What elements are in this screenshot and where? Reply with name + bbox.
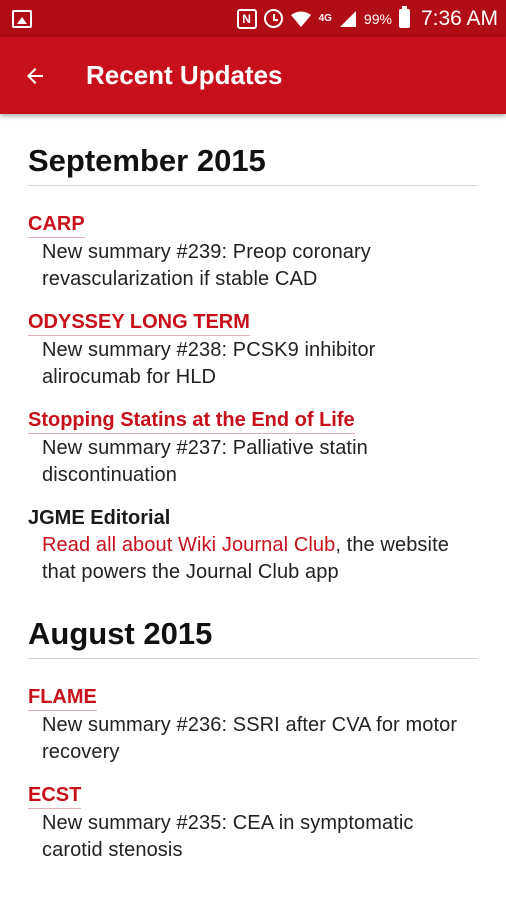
trial-link-flame[interactable]: FLAME [28,686,97,711]
entry-description: New summary #236: SSRI after CVA for motor recovery [42,714,458,763]
list-item-editorial [28,507,478,586]
battery-icon [399,9,410,28]
gallery-notification-icon [12,10,32,28]
wiki-journal-club-link[interactable]: Read all about Wiki Journal Club [42,534,336,556]
list-item [28,213,478,293]
month-section-august-2015 [28,616,478,864]
entry-description: New summary #235: CEA in symptomatic carotid stenosis [42,812,414,861]
editorial-title: JGME Editorial [28,507,171,529]
back-button[interactable] [0,37,70,114]
arrow-left-icon [23,64,47,88]
updates-list [0,114,506,882]
month-heading: August 2015 [28,616,478,659]
list-item [28,409,478,489]
alarm-icon [264,9,283,28]
entry-description: New summary #238: PCSK9 inhibitor alirocumab for HLD [42,339,376,388]
list-item [28,784,478,864]
page-title: Recent Updates [86,60,283,90]
network-type-label: 4G [318,12,332,24]
entry-description: New summary #237: Palliative statin discontinuation [42,437,368,486]
status-time: 7:36 AM [420,6,498,30]
list-item [28,686,478,766]
entry-description [28,532,478,586]
battery-percent: 99% [363,10,392,27]
trial-link-odyssey-long-term[interactable]: ODYSSEY LONG TERM [28,311,250,336]
trial-link-stopping-statins[interactable]: Stopping Statins at the End of Life [28,409,355,434]
app-bar [0,37,506,114]
status-bar [0,0,506,37]
nfc-icon: N [237,9,257,29]
entry-description: New summary #239: Preop coronary revascularization if stable CAD [42,241,371,290]
list-item [28,311,478,391]
editorial-text: , the website that powers the Journal Club app [42,534,449,583]
wifi-icon [290,10,312,28]
trial-link-ecst[interactable]: ECST [28,784,81,809]
month-section-september-2015 [28,143,478,586]
month-heading: September 2015 [28,143,478,186]
trial-link-carp[interactable]: CARP [28,213,85,238]
signal-strength-icon [339,10,357,28]
